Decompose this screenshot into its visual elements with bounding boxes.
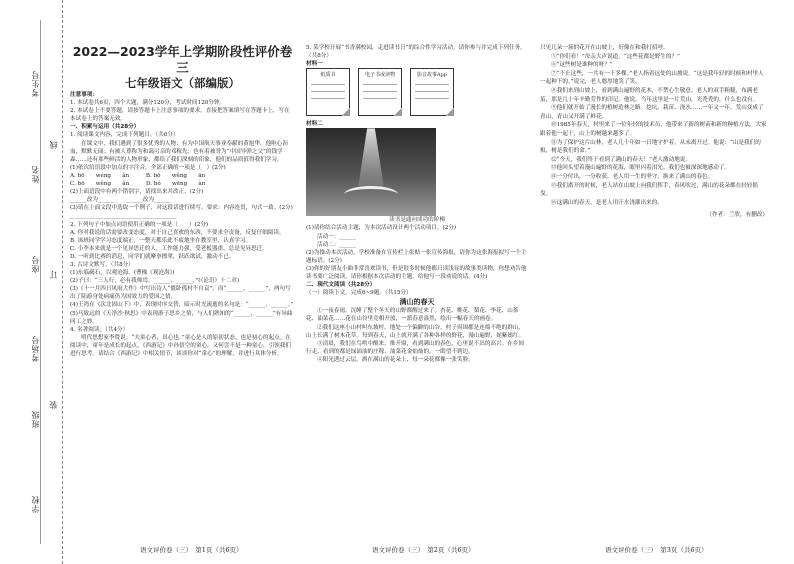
answer-option: D. 一听到比赛的消息，同学们就摩拳擦掌，跃跃欲试，激动不已。 [70, 253, 235, 260]
notice-heading: 注意事项： [70, 92, 98, 98]
info-card-title: 电子书或读物 [364, 72, 395, 79]
question-heading: 3. 古诗文默写。（共8分） [70, 261, 134, 268]
essay-paragraph: ⑬他回头望着漫山遍野的花海，眼里闪着泪光。我们也被深深地感动了。 [551, 165, 731, 172]
label-school: 学校 [31, 495, 40, 513]
label-class: 班级 [31, 410, 40, 428]
binding-line [40, 20, 41, 544]
essay-paragraph: ⑤“你们看！”母亲大声说道。“这些花都是野生的？” [551, 53, 680, 60]
poem-line: (4)王湾在《次北固山下》中，表现时序交替，暗示时光流逝的名句是：“______，______。” [70, 302, 294, 309]
question-heading: 4. 名著阅读。（共4分） [70, 326, 129, 333]
answer-option: B. 该班同学学习态度端正，一整天都乐此不疲地坐在教室里，认真学习。 [70, 237, 252, 244]
essay-paragraph: ⑫“今天，我们终于看到了满山的春天！”老人激动地说。 [551, 156, 691, 163]
essay-paragraph: ⑯这满山的春天，是老人用汗水浇灌出来的。 [551, 199, 663, 206]
essay-source: （作者：兰欣，有删改） [706, 212, 768, 219]
info-card-title: 影音故事App [416, 72, 447, 79]
sub-question: (1)依次给语段中加点的字注音，全部正确的一项是（ ）(2分) [70, 164, 226, 171]
sub-question: (1)请你结合活动主题，为本次活动设计两个活动项目。(2分) [306, 225, 457, 232]
section-heading: 二、现代文阅读（共28分） [306, 282, 376, 289]
info-card [358, 68, 402, 116]
question-heading: 2. 下列句子中加点词语使用正确的一项是（ ）(2分) [70, 221, 209, 228]
material-boxes [306, 68, 528, 120]
passage-text: 在课文中，我们遇到了很多优秀的人物：有为中国航天事业奉献的黄旭华，他呕心沥血，默默无闻；有被人尊称为和蔼可亲的邓稼先；也有着被誉为“中国导弹之父”的钱学森……还有那些鲜活的人物形象，都给了我们深刻的印象，他们的品质值得我们学习。 [70, 140, 288, 163]
essay-paragraph: ⑧我们来到山坡上，看到满山遍野的花木，不禁心生敬意。老人的双手粗糙，布满老茧，那是几十年辛勤劳作的印记。他说，当年这里是一片荒山，光秃秃的，什么也没有。 [540, 87, 759, 103]
exam-subtitle: 七年级语文（部编版） [125, 76, 240, 90]
poem-line: (3)《十一月四日风雨大作》中写出诗人“僵卧孤村不自哀”，而“______，______”，两句写出了陆游身处病痛仍为国效力的爱国之情。 [70, 286, 291, 301]
page-footer-1: 语文评价卷（三） 第1页（共6页） [140, 546, 243, 554]
essay-paragraph: ④阳光透过云层，洒在满山的花朵上，每一朵花都像一张笑脸。 [317, 356, 474, 363]
label-room: 考场号 [31, 335, 40, 362]
page-footer-2: 语文评价卷（三） 第2页（共6页） [372, 546, 475, 554]
essay-paragraph: ③清晨，我们在鸟鸣中醒来，推开窗，看到满山的春色，心里说不出的高兴。在乡间行走，看到的都是绿油油的庄稼，油菜花金灿灿的，一眼望不到边。 [306, 340, 524, 355]
answer-option: C. bō wěng ǎn D. bó wēng àn [70, 181, 206, 188]
essay-title: 满山的春天 [399, 298, 435, 307]
essay-paragraph: ②我们这座小山村叫东坡村，地处一个偏僻的山谷，村子周围都是连绵不绝的群山，山上长满了树木花草。每到春天，山上就开满了各种各样的野花，漫山遍野，姹紫嫣红。 [306, 324, 525, 339]
reading-poster-image [306, 128, 436, 216]
poster-caption: 读书是通向成功的阶梯 [389, 217, 445, 224]
answer-blank: 活动一：______ [317, 233, 357, 240]
sub-question: (2)为推动本次活动，学校准备在宣传栏上张贴一张宣传海报，请你为这张海报拟写一个主题标语。(2分) [306, 249, 527, 264]
material-label: 材料一 [306, 61, 323, 68]
label-name: 姓名 [31, 165, 40, 183]
part-heading: （一）阅读下文，完成6~9题。（共15分） [306, 290, 412, 297]
info-card [306, 68, 350, 116]
notice-item: 1. 本试卷共6页，四个大题，满分120分，考试时间120分钟。 [70, 100, 226, 107]
info-card [410, 68, 454, 116]
label-seat: 座号 [31, 255, 40, 273]
essay-paragraph: ①一夜春雨，沉睡了整个冬天的山野都醒过来了。杏花、桃花、梨花、李花、山茶花、油菜花……花在山谷里竞相开放，一派春意盎然，绘出一幅春天的画卷。 [306, 308, 519, 323]
essay-paragraph: ⑮我们离开的时候，老人站在山坡上向我们挥手，春风吹过，满山的花朵都在轻轻摇曳。 [540, 182, 758, 198]
question-heading: 5. 某学校开展“书香满校园，走进读书日”的综合性学习活动，请你参与并完成下列任务。（共8分） [306, 45, 526, 60]
cut-mark-bind: 订 [49, 270, 58, 279]
page-3 [540, 44, 768, 539]
poem-line: (5)马致远的《天净沙·秋思》中表现游子思乡之情，与人们熟知的“______，______”有异曲同工之妙。 [70, 310, 293, 325]
essay-paragraph: ⑩1985年春天，村里来了一位年轻的技术员，他带来了新的树苗和新的种植方法，大家跟着他一起干，山上的树越来越多了。 [540, 122, 767, 137]
info-card-title: 纸质书 [320, 72, 336, 79]
answer-blank: ______________________________________ [70, 213, 177, 220]
answer-blank: 活动二：______ [317, 241, 357, 248]
spotlight-beam [358, 128, 384, 188]
page-1 [70, 44, 295, 539]
essay-paragraph: ⑨他们就开始了漫长的植树造林之路。挖坑、栽苗、浇水……一年又一年，荒山变成了青山，青山又开满了鲜花。 [540, 105, 764, 120]
poem-line: (2)子曰：“三人行，必有我师焉。______，______。”(《论语》十二章) [70, 278, 240, 285]
cut-mark-line: 线 [49, 140, 58, 149]
answer-blank: ______改为______ ______改为______ [70, 197, 171, 204]
notice-item: 2. 本试卷上不要答题，请按答题卡上注意事项的要求，直接把答案填写在答题卡上，写在本试卷上的答案无效。 [70, 108, 290, 123]
sub-question: (3)请在上面文段中选取一个例子，对这段话进行续写。要求：内容连贯，句式一致。(2分) [70, 205, 293, 212]
passage-text: 明代思想家李贽说：“夫童心者，真心也。”童心是人的原初状态，也是初心的起点。在阅读中，童年是成长的起点，《西游记》中孙悟空的童心，又何尝不是一种童心，引领我们进行思考。请结合《西游记》中相关情节，谈谈你对“童心”的理解，并进行具体分析。 [70, 334, 291, 357]
section-heading: 一、积累与运用（共28分） [70, 124, 140, 131]
essay-paragraph: ⑪为了保护这片山林，老人几十年如一日地守护着，从未离开过。他说：“山是我们的根，树是我们的命。” [540, 139, 761, 155]
answer-option: A. bō wéng ǎn B. bō wěng ān [70, 172, 206, 179]
page-footer-3: 语文评价卷（三） 第3页（共6页） [605, 546, 708, 554]
essay-paragraph: 只见几朵一簇的花开在山坡上，好像在和我打招呼。 [540, 45, 669, 51]
essay-paragraph: ⑦“不止这些，一共有一千多棵。”老人指着远处的山坡说。“这是我年轻的时候和村里人一起种下的。”说完，老人憨厚地笑了笑。 [540, 70, 764, 86]
material-label: 材料二 [306, 121, 323, 128]
answer-option: C. 小李本来就是一个见异思迁的人，工作能力强，受老板器重，总是见异思迁。 [70, 245, 268, 252]
sub-question: (2)上面语段中有两个错别字，请找出来并改正。(2分) [70, 189, 204, 196]
essay-paragraph: ⑥“这些树是谁种的呀？” [551, 62, 613, 69]
question-heading: 1. 阅读课文内容，完成下列题目。（共6分） [70, 132, 179, 139]
poem-line: (1)东临碣石，以观沧海。(曹操《观沧海》) [70, 270, 175, 277]
binding-margin [0, 0, 63, 564]
answer-option: A. 你对我说的话需要改变态度，对于自己喜欢的东西，不要求全责备，反复仔细阅读。 [70, 229, 285, 236]
essay-paragraph: ⑭一分付出，一分收获。老人用一生的坚守，换来了满山的春色。 [551, 173, 714, 180]
open-book-icon [344, 186, 398, 203]
page-2 [306, 44, 528, 539]
label-candidate-no: 考生号 [31, 70, 40, 97]
sub-question: (3)你的好朋友小曲非常喜欢读书，但是很多时候他都只读浅显的故事类读物，你想劝告他读书要广泛阅读，请你根据本次活动的主题，给他写一段劝说的话。(4分) [306, 265, 527, 281]
exam-title: 2022—2023学年上学期阶段性评价卷三 [72, 44, 293, 75]
cut-mark-load: 装 [49, 400, 58, 409]
